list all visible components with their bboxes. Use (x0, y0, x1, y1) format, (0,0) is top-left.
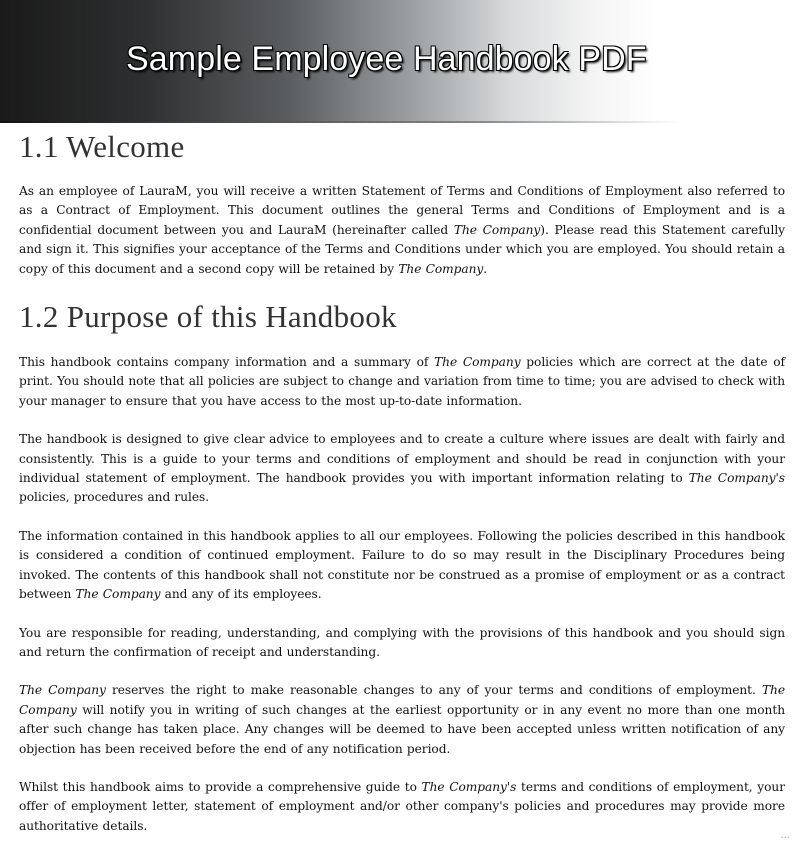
purpose-paragraph-1 (19, 353, 785, 411)
welcome-paragraph (19, 182, 785, 279)
text-run: This handbook contains company information and a summary of (19, 355, 435, 370)
banner-title: Sample Employee Handbook PDF (126, 40, 647, 78)
continuation-ellipsis: ... (780, 830, 790, 841)
text-run: . (483, 261, 488, 276)
text-run: terms and conditions of employment, your offer of employment letter, statement of employment and/or other company's policies and procedures may provide more authoritative details. (19, 779, 785, 833)
company-name-possessive-italic: The Company's (688, 471, 785, 486)
purpose-paragraph-6 (19, 778, 785, 836)
section-heading-welcome: 1.1 Welcome (19, 129, 185, 164)
header-banner (0, 0, 800, 123)
company-name-italic: The Company (434, 355, 521, 370)
text-run: The handbook is designed to give clear advice to employees and to create a culture where issues are dealt with fairly and consistently. This is a guide to your terms and conditions of employment and should be read in conjunction with your individual statement of employment. The handbook provides you with important information relating to (19, 432, 785, 486)
text-run: will notify you in writing of such changes at the earliest opportunity or in any event no more than one month after such change has taken place. Any changes will be deemed to have been accepted unless written notification of any objection has been received before the end of any notification period. (19, 702, 785, 756)
document-body (19, 124, 785, 836)
company-name-italic: The Company (75, 587, 161, 602)
purpose-paragraph-4: You are responsible for reading, understanding, and complying with the provisions of this handbook and you should sign and return the confirmation of receipt and understanding. (19, 625, 785, 659)
company-name-possessive-italic: The Company's (421, 779, 517, 794)
company-name-italic: The Company (19, 683, 786, 717)
company-name-italic: The Company (453, 222, 541, 237)
text-run: Whilst this handbook aims to provide a comprehensive guide to (19, 779, 422, 794)
text-run: policies which are correct at the date of print. You should note that all policies are subject to change and variation from time to time; you are advised to check with your manager to ensure that you have access to the most up-to-date information. (19, 355, 785, 408)
text-run: ). Please read this Statement carefully and sign it. This signifies your acceptance of the Terms and Conditions under which you are employed. You should retain a copy of this document and a second copy will be retained by (19, 222, 786, 276)
text-run: As an employee of LauraM, you will receive a written Statement of Terms and Conditions of Employment also referred to as a Contract of Employment. This document outlines the general Terms and Conditions of Employment and is a confidential document between you and LauraM (hereinafter called (19, 184, 785, 237)
purpose-paragraph-3 (19, 527, 785, 605)
section-heading-purpose: 1.2 Purpose of this Handbook (19, 299, 397, 335)
purpose-paragraph-5 (19, 681, 785, 759)
purpose-paragraph-2 (19, 430, 785, 508)
text-run: reserves the right to make reasonable changes to any of your terms and conditions of employment. (105, 683, 762, 698)
company-name-italic: The Company (19, 683, 106, 698)
text-run: policies, procedures and rules. (19, 490, 210, 505)
company-name-italic: The Company (398, 261, 484, 276)
text-run: and any of its employees. (160, 587, 322, 602)
text-run: The information contained in this handbook applies to all our employees. Following the policies described in this handbook is considered a condition of continued employment. Failure to do so may result in the Disciplinary Procedures being invoked. The contents of this handbook shall not constitute nor be construed as a promise of employment or as a contract between (19, 528, 785, 602)
